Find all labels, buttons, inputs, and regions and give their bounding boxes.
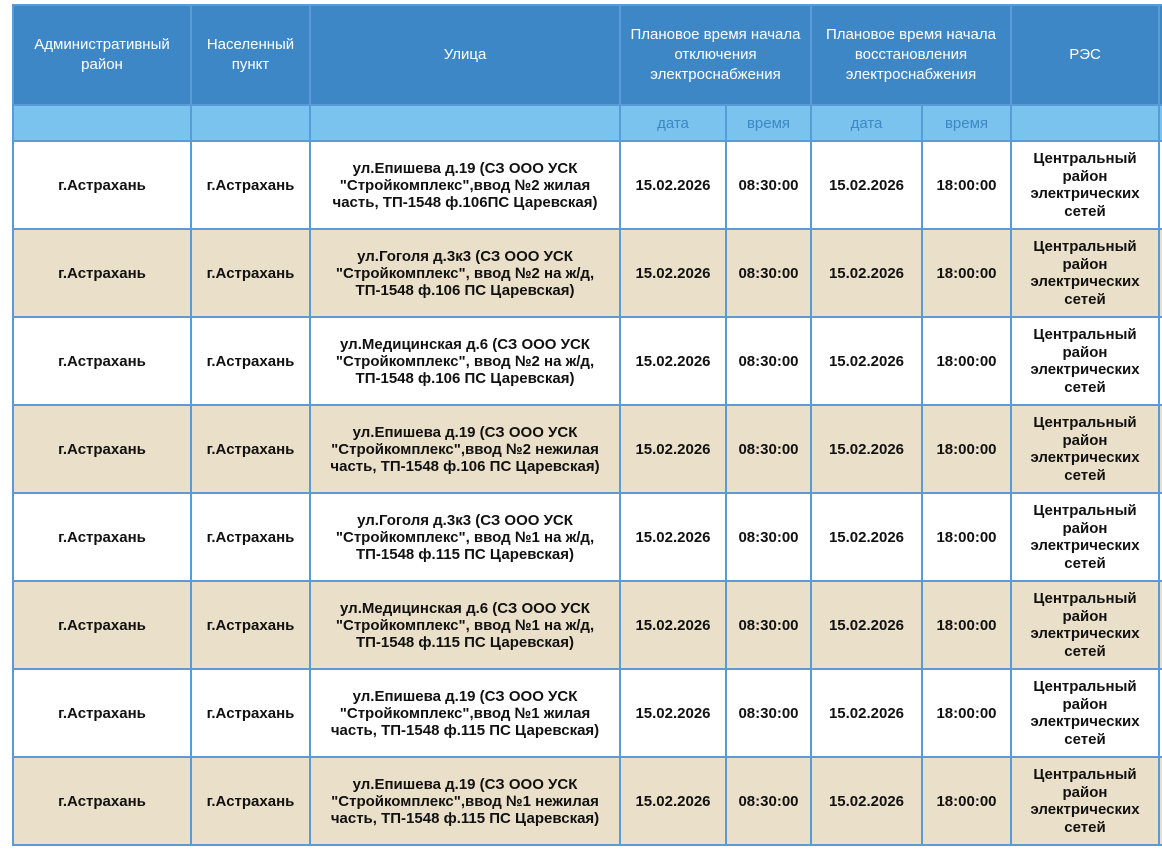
cell-restore-time: 18:00:00 [922,669,1011,757]
cell-restore-time: 18:00:00 [922,757,1011,845]
header-locality: Населенный пункт [191,5,310,105]
cell-district: г.Астрахань [13,493,191,581]
table-row [13,669,1162,757]
cell-restore-date: 15.02.2026 [811,493,922,581]
cell-off-time: 08:30:00 [726,581,811,669]
cell-street: ул.Медицинская д.6 (СЗ ООО УСК "Стройкомплекс", ввод №1 на ж/д, ТП-1548 ф.115 ПС Царевская) [310,581,620,669]
cell-res: Центральный район электрических сетей [1011,581,1159,669]
outage-schedule-table [12,4,1162,846]
cell-off-date: 15.02.2026 [620,493,726,581]
subheader-res-empty [1011,105,1159,141]
cell-restore-time: 18:00:00 [922,229,1011,317]
cell-res: Центральный район электрических сетей [1011,405,1159,493]
cell-district: г.Астрахань [13,669,191,757]
cell-street: ул.Гоголя д.3к3 (СЗ ООО УСК "Стройкомплекс", ввод №2 на ж/д, ТП-1548 ф.106 ПС Царевская) [310,229,620,317]
cell-restore-date: 15.02.2026 [811,581,922,669]
subheader-off-time: время [726,105,811,141]
header-res: РЭС [1011,5,1159,105]
subheader-restore-time: время [922,105,1011,141]
cell-district: г.Астрахань [13,141,191,229]
cell-off-date: 15.02.2026 [620,229,726,317]
cell-off-time: 08:30:00 [726,669,811,757]
table-row [13,317,1162,405]
cell-district: г.Астрахань [13,317,191,405]
subheader-restore-date: дата [811,105,922,141]
cell-street: ул.Епишева д.19 (СЗ ООО УСК "Стройкомплекс",ввод №2 нежилая часть, ТП-1548 ф.106 ПС Царевская) [310,405,620,493]
cell-locality: г.Астрахань [191,141,310,229]
cell-restore-time: 18:00:00 [922,581,1011,669]
cell-restore-date: 15.02.2026 [811,141,922,229]
cell-restore-time: 18:00:00 [922,405,1011,493]
cell-locality: г.Астрахань [191,317,310,405]
table-row [13,229,1162,317]
cell-locality: г.Астрахань [191,757,310,845]
table-header-row [13,5,1162,105]
cell-restore-date: 15.02.2026 [811,405,922,493]
cell-street: ул.Гоголя д.3к3 (СЗ ООО УСК "Стройкомплекс", ввод №1 на ж/д, ТП-1548 ф.115 ПС Царевская) [310,493,620,581]
cell-locality: г.Астрахань [191,669,310,757]
cell-restore-time: 18:00:00 [922,317,1011,405]
header-street: Улица [310,5,620,105]
cell-res: Центральный район электрических сетей [1011,757,1159,845]
cell-off-time: 08:30:00 [726,493,811,581]
subheader-off-date: дата [620,105,726,141]
cell-res: Центральный район электрических сетей [1011,669,1159,757]
table-row [13,405,1162,493]
cell-res: Центральный район электрических сетей [1011,317,1159,405]
cell-restore-time: 18:00:00 [922,493,1011,581]
cell-locality: г.Астрахань [191,581,310,669]
table-subheader-row [13,105,1162,141]
table-row [13,757,1162,845]
table-row [13,493,1162,581]
cell-district: г.Астрахань [13,581,191,669]
header-off-time: Плановое время начала отключения электроснабжения [620,5,811,105]
cell-district: г.Астрахань [13,405,191,493]
cell-off-time: 08:30:00 [726,317,811,405]
cell-res: Центральный район электрических сетей [1011,141,1159,229]
header-restore-time: Плановое время начала восстановления электроснабжения [811,5,1011,105]
subheader-street-empty [310,105,620,141]
header-district: Административный район [13,5,191,105]
cell-district: г.Астрахань [13,229,191,317]
cell-locality: г.Астрахань [191,229,310,317]
cell-street: ул.Епишева д.19 (СЗ ООО УСК "Стройкомплекс",ввод №2 жилая часть, ТП-1548 ф.106ПС Царевская) [310,141,620,229]
cell-off-date: 15.02.2026 [620,317,726,405]
cell-off-time: 08:30:00 [726,229,811,317]
table-row [13,581,1162,669]
cell-off-date: 15.02.2026 [620,757,726,845]
cell-district: г.Астрахань [13,757,191,845]
subheader-district-empty [13,105,191,141]
cell-off-time: 08:30:00 [726,757,811,845]
cell-restore-date: 15.02.2026 [811,317,922,405]
table-row [13,141,1162,229]
cell-off-date: 15.02.2026 [620,141,726,229]
cell-restore-date: 15.02.2026 [811,669,922,757]
cell-off-time: 08:30:00 [726,141,811,229]
cell-off-date: 15.02.2026 [620,581,726,669]
cell-street: ул.Епишева д.19 (СЗ ООО УСК "Стройкомплекс",ввод №1 нежилая часть, ТП-1548 ф.115 ПС Царевская) [310,757,620,845]
cell-off-date: 15.02.2026 [620,669,726,757]
cell-off-time: 08:30:00 [726,405,811,493]
cell-street: ул.Медицинская д.6 (СЗ ООО УСК "Стройкомплекс", ввод №2 на ж/д, ТП-1548 ф.106 ПС Царевская) [310,317,620,405]
cell-locality: г.Астрахань [191,405,310,493]
cell-restore-date: 15.02.2026 [811,229,922,317]
cell-res: Центральный район электрических сетей [1011,229,1159,317]
cell-res: Центральный район электрических сетей [1011,493,1159,581]
cell-street: ул.Епишева д.19 (СЗ ООО УСК "Стройкомплекс",ввод №1 жилая часть, ТП-1548 ф.115 ПС Царевская) [310,669,620,757]
cell-restore-date: 15.02.2026 [811,757,922,845]
cell-restore-time: 18:00:00 [922,141,1011,229]
cell-locality: г.Астрахань [191,493,310,581]
subheader-locality-empty [191,105,310,141]
cell-off-date: 15.02.2026 [620,405,726,493]
